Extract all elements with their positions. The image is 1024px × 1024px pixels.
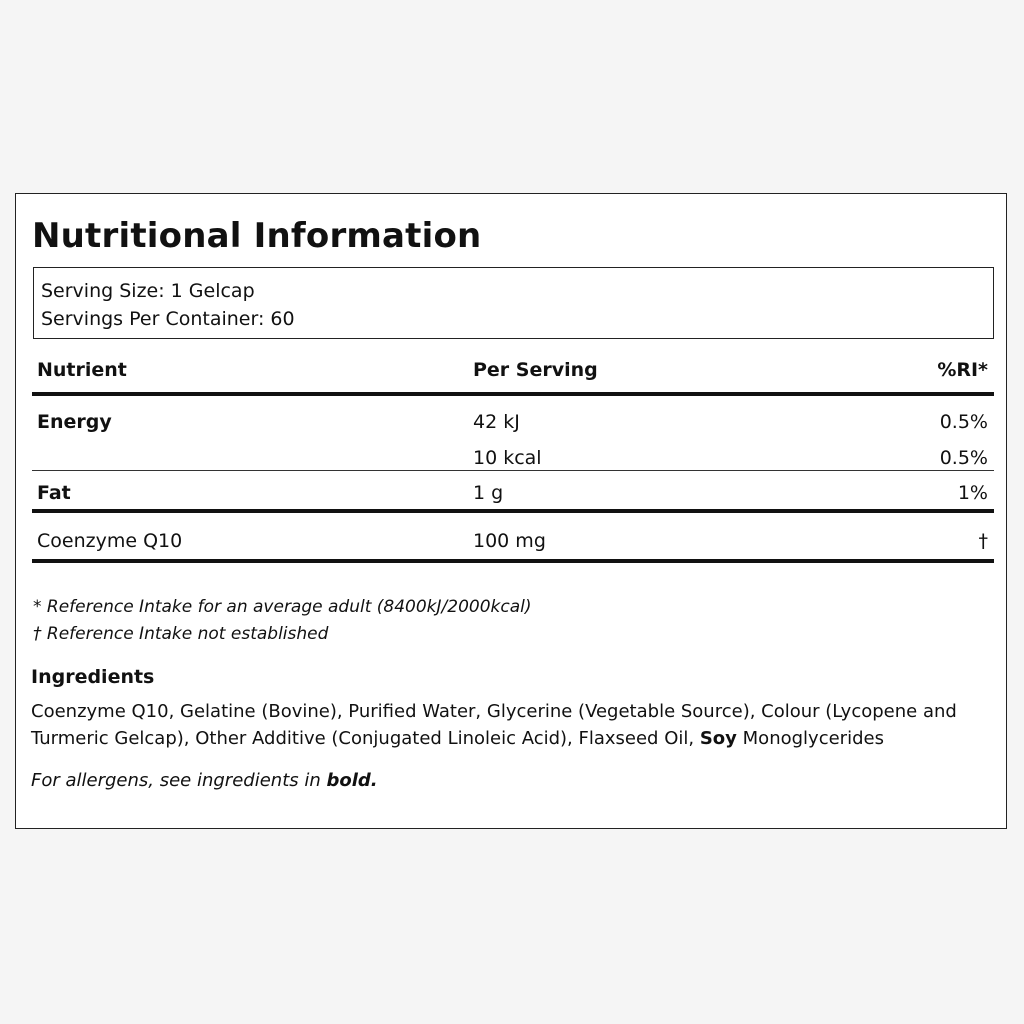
footnotes	[33, 594, 532, 648]
row-nutrient: Fat	[37, 482, 71, 504]
header-nutrient: Nutrient	[37, 359, 127, 381]
servings-per-container: Servings Per Container: 60	[41, 308, 295, 330]
header-per-serving: Per Serving	[473, 359, 598, 381]
table-header-row	[32, 347, 994, 396]
header-ri: %RI*	[937, 359, 988, 381]
row-nutrient: Coenzyme Q10	[37, 530, 183, 552]
row-per-serving: 42 kJ	[473, 411, 520, 433]
row-ri: 1%	[957, 482, 988, 504]
footnote-ri: * Reference Intake for an average adult (8400kJ/2000kcal)	[33, 597, 532, 617]
table-row	[32, 396, 994, 433]
ingredients-list: Coenzyme Q10, Gelatine (Bovine), Purified Water, Glycerine (Vegetable Source), Colour (Lycopene and Turmeric Gelcap), Other Additive (Conjugated Linoleic Acid), Flaxseed Oil,	[31, 701, 957, 749]
ingredients-list-end: Monoglycerides	[742, 728, 884, 749]
allergen-note-emphasis: bold.	[326, 770, 378, 791]
table-row	[32, 433, 994, 471]
allergen-note	[31, 770, 378, 791]
row-per-serving: 100 mg	[473, 530, 546, 552]
serving-size: Serving Size: 1 Gelcap	[41, 280, 255, 302]
row-per-serving: 1 g	[473, 482, 504, 504]
ingredients-heading: Ingredients	[31, 666, 155, 688]
row-nutrient: Energy	[37, 411, 112, 433]
ingredients-text	[31, 698, 971, 752]
panel-title: Nutritional Information	[32, 216, 482, 256]
row-ri: 0.5%	[939, 447, 988, 469]
footnote-dagger: † Reference Intake not established	[33, 624, 329, 644]
nutrition-table	[32, 347, 994, 563]
row-per-serving: 10 kcal	[473, 447, 542, 469]
table-row	[32, 471, 994, 513]
serving-info-box	[33, 267, 994, 339]
allergen-note-text: For allergens, see ingredients in	[31, 770, 321, 791]
allergen-ingredient: Soy	[699, 728, 737, 749]
row-ri: 0.5%	[939, 411, 988, 433]
table-row	[32, 513, 994, 563]
nutrition-panel	[15, 193, 1007, 829]
row-ri: †	[978, 530, 988, 552]
